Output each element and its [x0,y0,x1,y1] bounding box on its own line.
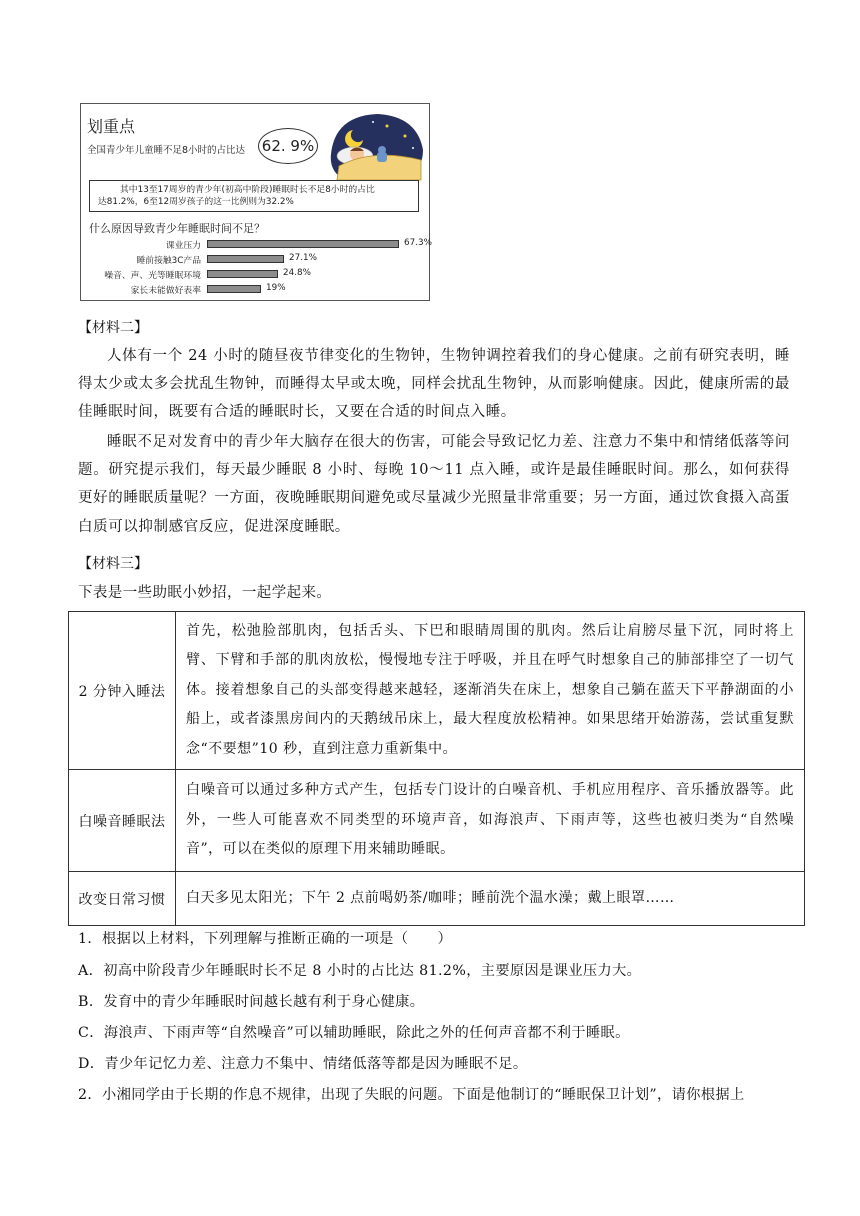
bar [207,270,278,278]
bar [207,285,261,293]
sleep-infographic [80,103,430,301]
bar-value-label: 67.3% [404,238,432,248]
bar-label: 家长未能做好表率 [130,286,201,296]
bar-value-label: 24.8% [283,268,311,278]
callout-line-1: 其中13至17周岁的青少年(初高中阶段)睡眠时长不足8小时的占比 [120,185,375,195]
material-3-intro: 下表是一些助眠小妙招，一起学起来。 [78,585,332,601]
question-1: 1．根据以上材料，下列理解与推断正确的一项是（ ） [78,931,453,947]
callout-line-2: 达81.2%，6至12周岁孩子的这一比例则为32.2% [98,197,294,207]
tip-name: 2 分钟入睡法 [69,612,176,770]
infographic-title: 划重点 [87,117,136,136]
material-2-heading: 【材料二】 [78,320,148,336]
tip-description: 白天多见太阳光；下午 2 点前喝奶茶/咖啡；睡前洗个温水澡；戴上眼罩…… [176,872,805,926]
option-d: D．青少年记忆力差、注意力不集中、情绪低落等都是因为睡眠不足。 [78,1056,528,1072]
question-2: 2．小湘同学由于长期的作息不规律，出现了失眠的问题。下面是他制订的“睡眠保卫计划”，请你根据上 [78,1087,745,1103]
tip-description: 白噪音可以通过多种方式产生，包括专门设计的白噪音机、手机应用程序、音乐播放器等。此外，一些人可能喜欢不同类型的环境声音，如海浪声、下雨声等，这些也被归类为“自然噪音”，可以在类似的原理下用来辅助睡眠。 [176,770,805,872]
tip-name: 改变日常习惯 [69,872,176,926]
material-2-paragraph-1: 人体有一个 24 小时的随昼夜节律变化的生物钟，生物钟调控着我们的身心健康。之前有研究表明，睡得太少或太多会扰乱生物钟，而睡得太早或太晚，同样会扰乱生物钟，从而影响健康。因此，健康所需的最佳睡眠时间，既要有合适的睡眠时长，又要在合适的时间点入睡。 [78,348,790,421]
table-row [69,612,805,770]
reasons-question: 什么原因导致青少年睡眠时间不足？ [89,222,265,235]
tip-description: 首先，松弛脸部肌肉，包括舌头、下巴和眼睛周围的肌肉。然后让肩膀尽量下沉，同时将上臂、下臂和手部的肌肉放松，慢慢地专注于呼吸，并且在呼气时想象自己的肺部排空了一切气体。接着想象自己的头部变得越来越轻，逐渐消失在床上，想象自己躺在蓝天下平静湖面的小船上，或者漆黑房间内的天鹅绒吊床上，最大程度放松精神。如果思绪开始游荡，尝试重复默念“不要想”10 秒，直到注意力重新集中。 [176,612,805,770]
bar-label: 课业压力 [165,241,201,251]
option-b: B．发育中的青少年睡眠时间越长越有利于身心健康。 [78,994,425,1010]
bar-label: 睡前接触3C产品 [136,256,201,266]
bar-value-label: 19% [266,283,286,293]
infographic-subtitle: 全国青少年儿童睡不足8小时的占比达 [87,145,246,156]
bar-label: 噪音、声、光等睡眠环境 [104,271,201,281]
highlight-percentage: 62. 9% [258,128,318,164]
material-2-paragraph-2: 睡眠不足对发育中的青少年大脑存在很大的伤害，可能会导致记忆力差、注意力不集中和情绪低落等问题。研究提示我们，每天最少睡眠 8 小时、每晚 10～11 点入睡，或许是最佳睡眠时间。那么，如何获得更好的睡眠质量呢？一方面，夜晚睡眠期间避免或尽量减少光照量非常重要；另一方面，通过饮食摄入高蛋白质可以抑制感官反应，促进深度睡眠。 [78,434,790,535]
table-row [69,770,805,872]
sleep-tips-table [68,611,805,926]
tip-name: 白噪音睡眠法 [69,770,176,872]
reasons-bar-chart [81,104,432,300]
bar [207,255,284,263]
option-c: C．海浪声、下雨声等“自然噪音”可以辅助睡眠，除此之外的任何声音都不利于睡眠。 [78,1025,630,1041]
bar-value-label: 27.1% [289,253,317,263]
bar [207,240,399,248]
table-row [69,872,805,926]
material-3-heading: 【材料三】 [78,556,148,572]
option-a: A．初高中阶段青少年睡眠时长不足 8 小时的占比达 81.2%，主要原因是课业压力大。 [78,963,642,979]
